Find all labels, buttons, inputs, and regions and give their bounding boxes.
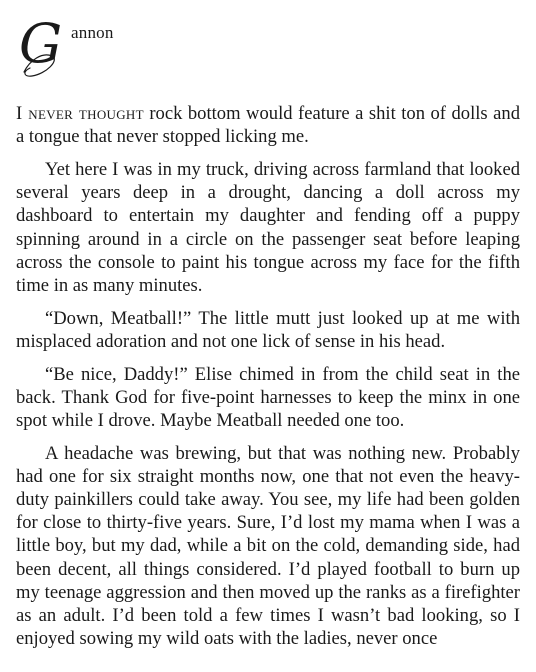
book-page [16, 10, 520, 660]
paragraph-2: Yet here I was in my truck, driving across farmland that looked several years deep in a drought, dancing a doll across my dashboard to entertain my daughter and fending off a puppy spinning around in a circle on the passenger seat before leaping across the console to paint his tongue across my face for the fifth time in as many minutes. [16, 158, 520, 296]
paragraph-5: A headache was brewing, but that was nothing new. Probably had one for six straight months now, one that not even the heavy-duty painkillers could take away. You see, my life had been golden for close to thirty-five years. Sure, I’d lost my mama when I was a little boy, but my dad, while a bit on the cold, demanding side, had been decent, all things considered. I’d played football to burn up my teenage aggression and then moved up the ranks as a firefighter as an adult. I’d been told a few times I wasn’t bad looking, so I enjoyed sowing my wild oats with the ladies, never once [16, 442, 520, 650]
chapter-heading [16, 10, 520, 90]
paragraph-3: “Down, Meatball!” The little mutt just looked up at me with misplaced adoration and not one lick of sense in his head. [16, 307, 520, 352]
chapter-body [16, 102, 520, 650]
paragraph-lead-in: I never thought [16, 103, 144, 124]
chapter-title-rest: annon [71, 23, 114, 42]
paragraph-1-text: rock bottom would feature a shit ton of dolls and a tongue that never stopped licking me. [16, 103, 521, 148]
paragraph-4: “Be nice, Daddy!” Elise chimed in from the child seat in the back. Thank God for five-point harnesses to keep the minx in one spot while I drove. Maybe Meatball needed one too. [16, 363, 520, 431]
dropcap-letter: G [19, 12, 63, 75]
paragraph-1 [16, 102, 520, 148]
decorative-dropcap-g [16, 10, 76, 90]
